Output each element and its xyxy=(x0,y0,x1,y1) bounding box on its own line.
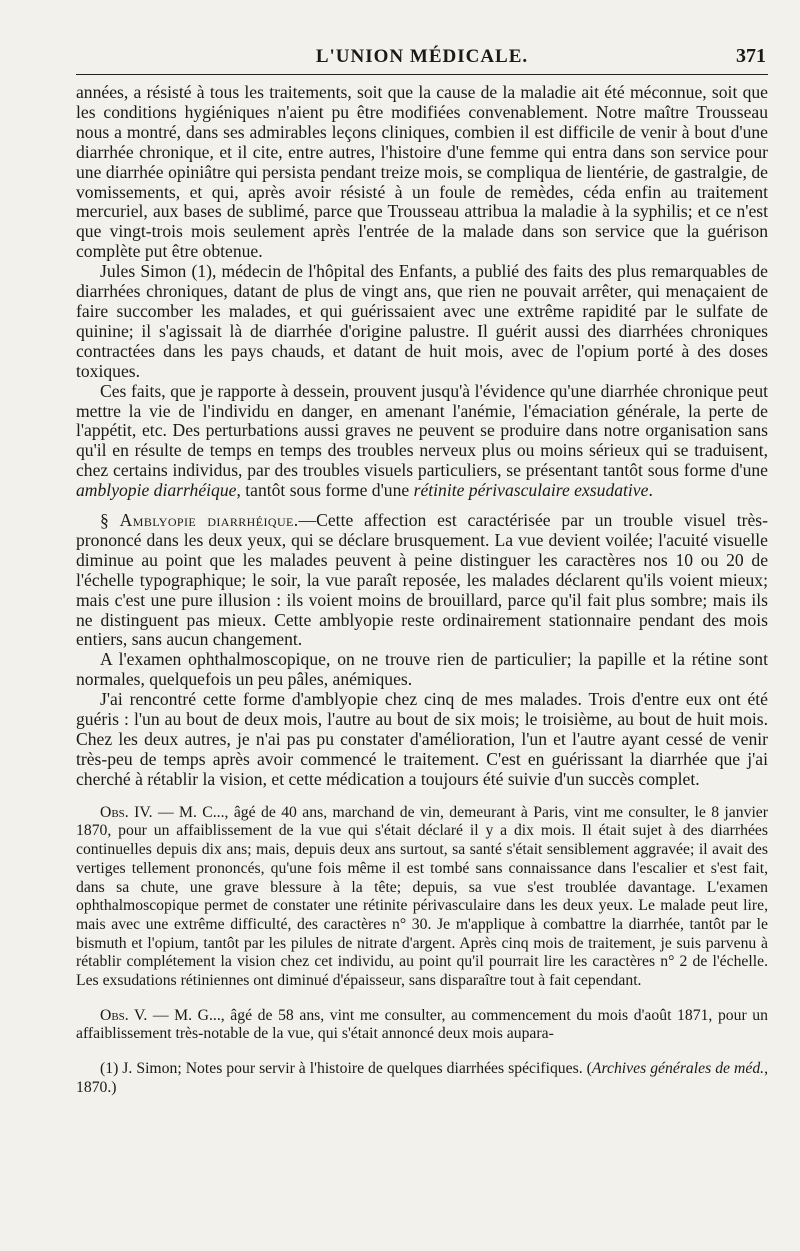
running-title: L'UNION MÉDICALE. xyxy=(315,46,529,67)
page-number: 371 xyxy=(736,45,766,67)
term-retinite: rétinite périvasculaire exsudative xyxy=(413,480,649,501)
observations xyxy=(76,804,768,1044)
section-mark: § xyxy=(100,510,120,531)
observation-v xyxy=(76,1007,768,1044)
paragraph-3-text: Ces faits, que je rapporte à dessein, prouvent jusqu'à l'évidence qu'une diarrhée chronique peut mettre la vie de l'individu en danger, en amenant l'anémie, l'émaciation générale, la perte de l'appétit, etc. Des perturbations aussi graves ne peuvent se produire dans notre organisation sans qu'il en résulte de temps en temps des troubles nerveux plus ou moins sérieux qui se traduisent, chez certains individus, par des troubles visuels particuliers, se présentant tantôt sous forme d'une xyxy=(76,380,768,481)
paragraph-cases: J'ai rencontré cette forme d'amblyopie chez cinq de mes malades. Trois d'entre eux ont été guéris : l'un au bout de deux mois, l'autre au bout de six mois; le troisième, au bout de huit mois. Chez les deux autres, je n'ai pas pu constater d'amélioration, l'un et l'autre ayant cessé de venir très-peu de temps après avoir commencé le traitement. C'est en guérissant la diarrhée que j'ai cherché à rétablir la vision, et cette médication a toujours été suivie d'un succès complet. xyxy=(76,689,768,789)
footnote-end: , 1870.) xyxy=(76,1060,769,1096)
section-amblyopie xyxy=(76,511,768,650)
section-text: —Cette affection est caractérisée par un trouble visuel très-prononcé dans les deux yeux, qui se déclare brusquement. La vue devient voilée; l'acuité visuelle diminue au point que les malades peuvent à peine distinguer les caractères nos 10 ou 20 de l'échelle typographique; le soir, la vue paraît reposée, les malades déclarent qu'ils voient mieux; mais c'est une pure illusion : ils voient moins de brouillard, parce qu'il fait plus sombre; mais ils ne distinguent pas mieux. Cette amblyopie reste ordinairement stationnaire pendant des mois entiers, sans aucun changement. xyxy=(76,510,768,650)
observation-label: Obs. V. xyxy=(100,1006,148,1024)
footnote-journal: Archives générales de méd. xyxy=(591,1060,765,1078)
observation-iv xyxy=(76,804,768,991)
header-rule xyxy=(76,74,768,75)
paragraph-2: Jules Simon (1), médecin de l'hôpital des Enfants, a publié des faits des plus remarquables de diarrhées chroniques, datant de plus de vingt ans, que rien ne pouvait arrêter, qui menaçaient de faire succomber les malades, et qui guérissaient avec une extrême rapidité par le sulfate de quinine; il s'agissait là de diarrhée d'origine palustre. Il guérit aussi des diarrhées chroniques contractées dans les pays chauds, et datant de huit mois, avec de l'opium porté à des doses toxiques. xyxy=(76,261,768,381)
observation-text: — M. G..., âgé de 58 ans, vint me consulter, au commencement du mois d'août 1871, pour un affaiblissement très-notable de la vue, qui s'était annoncé deux mois aupara- xyxy=(76,1006,768,1043)
observation-text: — M. C..., âgé de 40 ans, marchand de vin, demeurant à Paris, vint me consulter, le 8 janvier 1870, pour un affaiblissement de la vue qui s'était déclaré il y a dix mois. Il était sujet à des diarrhées continuelles depuis dix ans; mais, depuis deux ans surtout, sa santé s'était sensiblement aggravée; il avait des vertiges tellement prononcés, qu'une fois même il est tombé sans connaissance dans l'escalier et s'est fait, dans sa chute, une grave blessure à la tête; depuis, sa vue s'est troublée davantage. L'examen ophthalmoscopique permet de constater une rétinite périvasculaire dans les deux yeux. Le malade peut lire, mais avec une extrême difficulté, des caractères n° 30. Je m'applique à combattre la diarrhée, tantôt par le bismuth et l'opium, tantôt par les pilules de nitrate d'argent. Après cinq mois de traitement, je suis parvenu à rétablir complétement la vision chez cet individu, au point qu'il pourrait lire les caractères n° 2 de l'échelle. Les exsudations rétiniennes ont diminué d'épaisseur, sans disparaître tout à fait cependant. xyxy=(76,803,768,990)
paragraph-3-middle: , tantôt sous forme d'une xyxy=(236,480,410,501)
paragraph-1: années, a résisté à tous les traitements, soit que la cause de la maladie ait été méconnue, soit que les conditions hygiéniques n'aient pu être modifiées convenablement. Notre maître Trousseau nous a montré, dans ses admirables leçons cliniques, combien il est difficile de venir à bout d'une diarrhée chronique, et il cite, entre autres, l'histoire d'une femme qui entra dans son service pour une diarrhée opiniâtre qui persista pendant treize mois, se compliqua de lientérie, de gastralgie, de vomissements, et qui, après avoir résisté à un foule de remèdes, céda enfin au traitement mercuriel, aux bases de sublimé, parce que Trousseau attribua la maladie à la syphilis; et ce n'est que vingt-trois mois seulement après l'entrée de la malade dans son service que la guérison complète put être obtenue. xyxy=(76,82,768,262)
page-header xyxy=(76,40,768,74)
paragraph-examen: A l'examen ophthalmoscopique, on ne trouve rien de particulier; la papille et la rétine sont normales, quelquefois un peu pâles, anémiques. xyxy=(76,649,768,690)
paragraph-3-end: . xyxy=(648,480,653,501)
footnote-body: (1) J. Simon; Notes pour servir à l'histoire de quelques diarrhées spécifiques. ( xyxy=(100,1060,592,1078)
paragraph-3 xyxy=(76,382,768,501)
term-amblyopie: amblyopie diarrhéique xyxy=(76,480,237,501)
observation-label: Obs. IV. xyxy=(100,803,153,821)
footnote-text xyxy=(76,1060,768,1097)
main-text xyxy=(76,83,768,790)
footnote xyxy=(76,1060,768,1097)
section-heading: Amblyopie diarrhéique. xyxy=(119,510,299,531)
